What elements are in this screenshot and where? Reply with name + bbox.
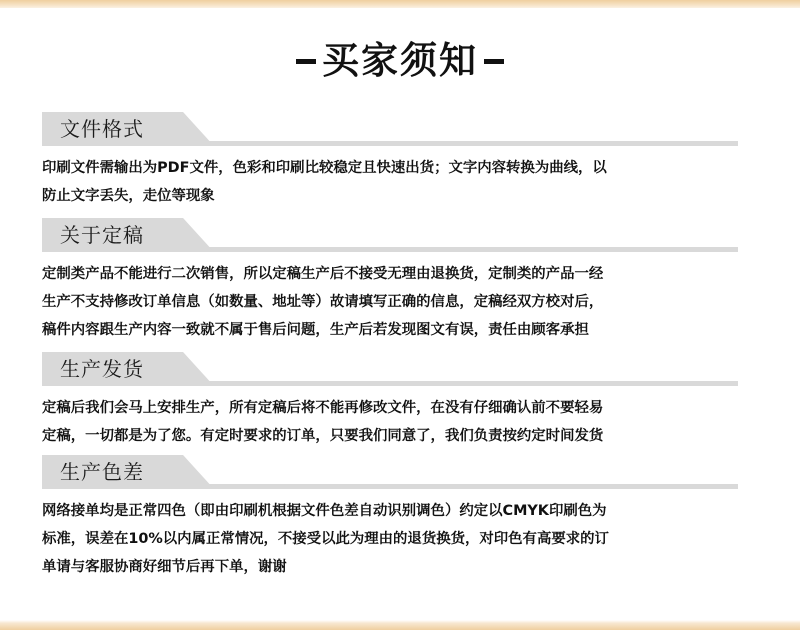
section-about-final-draft: [0, 218, 800, 344]
top-decorative-strip: [0, 0, 800, 8]
body-line: 标准，误差在10%以内属正常情况，不接受以此为理由的退货换货，对印色有高要求的订: [42, 531, 609, 547]
body-line: 定稿，一切都是为了您。有定时要求的订单，只要我们同意了，我们负责按约定时间发货: [42, 428, 604, 444]
section-body: [42, 394, 754, 450]
section-color-difference: [0, 455, 800, 581]
page-title-bar: [0, 36, 800, 86]
section-body: [42, 497, 754, 581]
section-production-shipping: [0, 352, 800, 450]
body-line: 防止文字丢失，走位等现象: [42, 188, 215, 204]
section-file-format: [0, 112, 800, 210]
section-header: [0, 352, 800, 388]
section-header: [0, 112, 800, 148]
body-line: 单请与客服协商好细节后再下单，谢谢: [42, 559, 287, 575]
page-title: 买家须知: [322, 39, 478, 82]
section-heading: 关于定稿: [60, 223, 144, 247]
title-left-dash: [296, 59, 316, 64]
body-line: 定稿后我们会马上安排生产，所有定稿后将不能再修改文件，在没有仔细确认前不要轻易: [42, 400, 604, 416]
section-body: [42, 154, 754, 210]
body-line: 定制类产品不能进行二次销售，所以定稿生产后不接受无理由退换货，定制类的产品一经: [42, 266, 604, 282]
bottom-decorative-strip: [0, 620, 800, 630]
body-line: 生产不支持修改订单信息（如数量、地址等）故请填写正确的信息，定稿经双方校对后，: [42, 294, 604, 310]
section-heading: 生产色差: [60, 460, 144, 484]
body-line: 稿件内容跟生产内容一致就不属于售后问题，生产后若发现图文有误，责任由顾客承担: [42, 322, 589, 338]
section-header: [0, 218, 800, 254]
title-right-dash: [484, 59, 504, 64]
body-line: 印刷文件需输出为PDF文件，色彩和印刷比较稳定且快速出货；文字内容转换为曲线，以: [42, 160, 607, 176]
section-heading: 文件格式: [60, 117, 144, 141]
body-line: 网络接单均是正常四色（即由印刷机根据文件色差自动识别调色）约定以CMYK印刷色为: [42, 503, 607, 519]
section-heading: 生产发货: [60, 357, 144, 381]
section-body: [42, 260, 754, 344]
section-header: [0, 455, 800, 491]
